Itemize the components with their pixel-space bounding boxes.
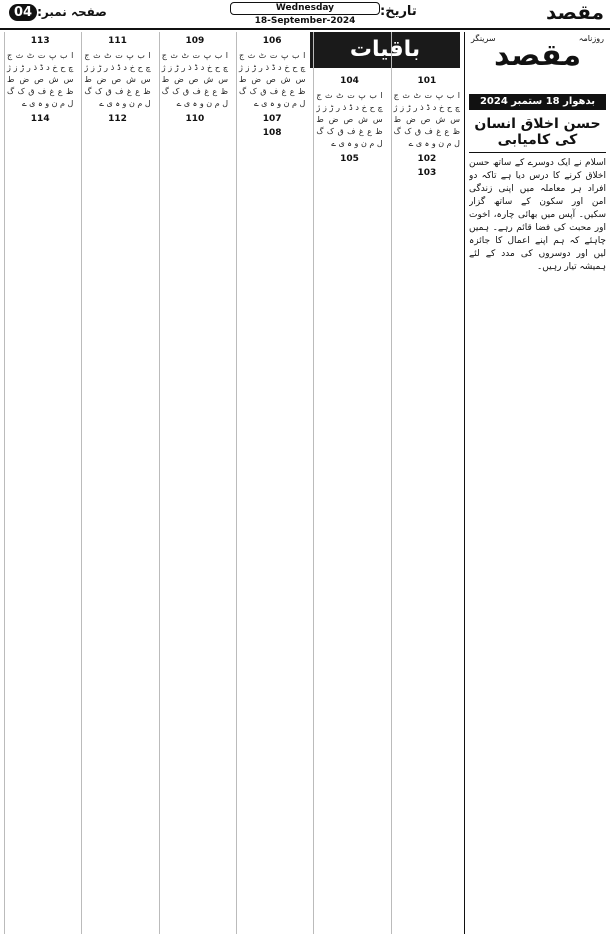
column-text: ا ب پ ت ٹ ث ج چ ح خ د ڈ ذ ر ڑ ز ژ س ش ص ض ط ظ ع غ ف ق ک گ ل م ن و ہ ی ے [7,51,74,108]
weekday: Wednesday [230,2,380,15]
page-header [0,0,610,30]
masthead-date-band: بدھوار 18 ستمبر 2024 [469,94,606,110]
text-column [313,32,384,934]
masthead-city: سرینگر [471,34,496,43]
column-text: ا ب پ ت ٹ ث ج چ ح خ د ڈ ذ ر ڑ ز ژ س ش ص ض ط ظ ع غ ف ق ک گ ل م ن و ہ ی ے [393,91,460,148]
column-text: ا ب پ ت ٹ ث ج چ ح خ د ڈ ذ ر ڑ ز ژ س ش ص ض ط ظ ع غ ف ق ک گ ل م ن و ہ ی ے [161,51,229,108]
editorial-body: اسلام نے ایک دوسرے کے ساتھ حسن اخلاق کرنے کا درس دیا ہے تاکہ دو افراد ہر معاملہ میں اپنی زندگی امن اور سکون کے ساتھ گزار سکیں۔ آپس میں بھائی چارہ، اخوت اور محبت کی فضا قائم رہے۔ ہمیں چاہئے کہ ہم اپنے اعمال کا جائزہ لیں اور دوسروں کی مدد کے لئے ہمیشہ تیار رہیں۔ [469,158,606,272]
date-label: تاریخ: [380,4,417,19]
masthead [469,32,606,94]
column-text: ا ب پ ت ٹ ث ج چ ح خ د ڈ ذ ر ڑ ز ژ س ش ص ض ط ظ ع غ ف ق ک گ ل م ن و ہ ی ے [239,51,306,108]
text-column [4,32,75,934]
column-marker: 101 [417,76,437,86]
column-marker: 110 [185,114,205,124]
editorial-column [464,32,606,934]
column-marker: 111 [108,36,127,46]
column-marker: 113 [30,36,50,46]
column-marker: 112 [108,114,127,124]
column-marker: 104 [340,76,359,86]
header-date [230,1,380,27]
text-column [159,32,230,934]
date: 18-September-2024 [254,16,356,26]
text-column [236,32,307,934]
section-title: باقیات [310,32,460,68]
text-column [391,32,462,934]
text-column [81,32,152,934]
column-marker: 107 [262,114,282,124]
page-number-label: صفحہ نمبر:04 [6,4,107,21]
column-marker: 103 [417,168,437,178]
masthead-title: مقصد [493,38,582,73]
column-marker: 102 [417,154,437,164]
editorial-headline: حسن اخلاق انسان کی کامیابی [469,116,606,153]
brand-logo: مقصد [545,0,604,24]
column-marker: 114 [30,114,50,124]
page-number-badge: 04 [9,4,37,21]
column-text: ا ب پ ت ٹ ث ج چ ح خ د ڈ ذ ر ڑ ز ژ س ش ص ض ط ظ ع غ ف ق ک گ ل م ن و ہ ی ے [84,51,151,108]
column-marker: 108 [262,128,282,138]
column-marker: 105 [340,154,359,164]
column-text: ا ب پ ت ٹ ث ج چ ح خ د ڈ ذ ر ڑ ز ژ س ش ص ض ط ظ ع غ ف ق ک گ ل م ن و ہ ی ے [316,91,383,148]
masthead-prefix: روزنامہ [578,34,604,43]
column-marker: 106 [262,36,282,46]
column-marker: 109 [185,36,205,46]
text-columns [4,32,462,934]
